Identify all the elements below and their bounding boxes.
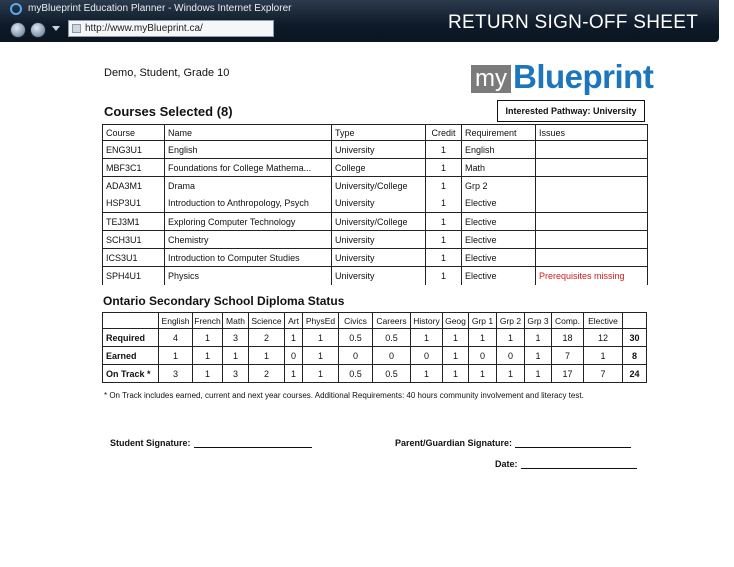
course-type: University xyxy=(332,249,426,267)
course-credit: 1 xyxy=(426,177,462,195)
cell: 3 xyxy=(223,329,249,347)
course-code: TEJ3M1 xyxy=(103,213,165,231)
diploma-header-row xyxy=(103,313,647,329)
parent-signature-field[interactable] xyxy=(395,438,631,448)
course-issues xyxy=(536,231,648,249)
course-issues: Prerequisites missing xyxy=(536,267,648,285)
cell: 17 xyxy=(552,365,584,383)
course-issues xyxy=(536,249,648,267)
courses-header-row xyxy=(103,125,648,141)
cell: 1 xyxy=(443,347,469,365)
course-requirement: Elective xyxy=(462,231,536,249)
address-text[interactable]: http://www.myBlueprint.ca/ xyxy=(85,23,203,34)
total-cell: 30 xyxy=(623,329,647,347)
col-header: Elective xyxy=(584,313,623,329)
diploma-row-required xyxy=(103,329,647,347)
diploma-row-on-track xyxy=(103,365,647,383)
course-code: HSP3U1 xyxy=(103,195,165,213)
course-type: University xyxy=(332,231,426,249)
cell: 1 xyxy=(223,347,249,365)
course-name: Exploring Computer Technology xyxy=(165,213,332,231)
cell: 1 xyxy=(303,329,339,347)
col-header: Grp 2 xyxy=(497,313,525,329)
course-type: University xyxy=(332,267,426,285)
course-row xyxy=(103,249,648,267)
cell: 0 xyxy=(339,347,373,365)
forward-button[interactable] xyxy=(30,22,46,38)
cell: 4 xyxy=(159,329,193,347)
cell: 1 xyxy=(411,329,443,347)
col-header: Name xyxy=(165,125,332,141)
course-row xyxy=(103,267,648,285)
student-signature-label: Student Signature: xyxy=(110,438,191,448)
cell: 1 xyxy=(525,329,552,347)
row-label: On Track * xyxy=(103,365,159,383)
diploma-row-earned xyxy=(103,347,647,365)
cell: 18 xyxy=(552,329,584,347)
course-credit: 1 xyxy=(426,231,462,249)
col-header: Math xyxy=(223,313,249,329)
col-header: English xyxy=(159,313,193,329)
cell: 3 xyxy=(159,365,193,383)
internet-explorer-icon xyxy=(10,3,22,15)
course-name: Chemistry xyxy=(165,231,332,249)
row-label: Required xyxy=(103,329,159,347)
cell: 1 xyxy=(249,347,285,365)
course-requirement: Elective xyxy=(462,195,536,213)
course-name: Introduction to Computer Studies xyxy=(165,249,332,267)
logo-my: my xyxy=(471,65,511,93)
row-label: Earned xyxy=(103,347,159,365)
total-cell: 8 xyxy=(623,347,647,365)
course-credit: 1 xyxy=(426,213,462,231)
course-code: ADA3M1 xyxy=(103,177,165,195)
course-code: ENG3U1 xyxy=(103,141,165,159)
back-button[interactable] xyxy=(10,22,26,38)
courses-table xyxy=(102,124,648,285)
student-name: Demo, Student, Grade 10 xyxy=(104,67,230,79)
col-header: History xyxy=(411,313,443,329)
course-name: Physics xyxy=(165,267,332,285)
course-row xyxy=(103,177,648,195)
course-requirement: Math xyxy=(462,159,536,177)
cell: 0.5 xyxy=(373,329,411,347)
course-requirement: Elective xyxy=(462,267,536,285)
cell: 1 xyxy=(159,347,193,365)
address-bar[interactable] xyxy=(68,20,274,37)
cell: 1 xyxy=(525,365,552,383)
footnote: * On Track includes earned, current and next year courses. Additional Requirements: 40 hours community involvement and literacy test. xyxy=(104,391,584,400)
cell: 12 xyxy=(584,329,623,347)
page-icon xyxy=(72,24,81,33)
total-cell: 24 xyxy=(623,365,647,383)
cell: 0 xyxy=(285,347,303,365)
course-code: SCH3U1 xyxy=(103,231,165,249)
course-row xyxy=(103,141,648,159)
col-header: Grp 1 xyxy=(469,313,497,329)
course-credit: 1 xyxy=(426,249,462,267)
course-credit: 1 xyxy=(426,159,462,177)
course-row xyxy=(103,195,648,213)
course-requirement: English xyxy=(462,141,536,159)
cell: 0.5 xyxy=(339,365,373,383)
course-type: University xyxy=(332,141,426,159)
course-code: SPH4U1 xyxy=(103,267,165,285)
course-credit: 1 xyxy=(426,195,462,213)
course-type: University xyxy=(332,195,426,213)
cell: 2 xyxy=(249,329,285,347)
parent-signature-label: Parent/Guardian Signature: xyxy=(395,438,513,448)
course-row xyxy=(103,159,648,177)
date-label: Date: xyxy=(495,459,518,469)
cell: 1 xyxy=(497,329,525,347)
cell: 1 xyxy=(584,347,623,365)
course-type: University/College xyxy=(332,177,426,195)
diploma-status-table xyxy=(102,312,647,383)
col-header: Requirement xyxy=(462,125,536,141)
cell: 1 xyxy=(285,329,303,347)
cell: 1 xyxy=(193,347,223,365)
course-credit: 1 xyxy=(426,267,462,285)
student-signature-field[interactable] xyxy=(110,438,312,448)
course-requirement: Elective xyxy=(462,213,536,231)
col-header: Credit xyxy=(426,125,462,141)
courses-heading: Courses Selected (8) xyxy=(104,104,233,119)
cell: 0.5 xyxy=(339,329,373,347)
col-header: Type xyxy=(332,125,426,141)
cell: 0 xyxy=(469,347,497,365)
col-header: French xyxy=(193,313,223,329)
course-requirement: Grp 2 xyxy=(462,177,536,195)
cell: 1 xyxy=(193,329,223,347)
date-field[interactable] xyxy=(495,459,637,469)
cell: 1 xyxy=(411,365,443,383)
corner-cell xyxy=(103,313,159,329)
col-header: Issues xyxy=(536,125,648,141)
cell: 1 xyxy=(443,329,469,347)
col-header: Grp 3 xyxy=(525,313,552,329)
cell: 1 xyxy=(193,365,223,383)
cell: 1 xyxy=(285,365,303,383)
course-code: ICS3U1 xyxy=(103,249,165,267)
diploma-heading: Ontario Secondary School Diploma Status xyxy=(103,294,345,308)
date-line[interactable] xyxy=(521,468,637,469)
col-header: Art xyxy=(285,313,303,329)
cell: 1 xyxy=(497,365,525,383)
cell: 1 xyxy=(443,365,469,383)
col-header: Geog xyxy=(443,313,469,329)
course-name: Drama xyxy=(165,177,332,195)
col-header: Careers xyxy=(373,313,411,329)
cell: 1 xyxy=(469,329,497,347)
course-issues xyxy=(536,177,648,195)
course-name: English xyxy=(165,141,332,159)
cell: 1 xyxy=(525,347,552,365)
logo-brand: Blueprint xyxy=(513,58,654,95)
cell: 3 xyxy=(223,365,249,383)
course-row xyxy=(103,213,648,231)
window-title: myBlueprint Education Planner - Windows Internet Explorer xyxy=(28,3,292,14)
signature-line[interactable] xyxy=(515,447,631,448)
col-header: Science xyxy=(249,313,285,329)
cell: 0.5 xyxy=(373,365,411,383)
col-header: Comp. xyxy=(552,313,584,329)
course-type: University/College xyxy=(332,213,426,231)
course-credit: 1 xyxy=(426,141,462,159)
cell: 0 xyxy=(411,347,443,365)
signature-line[interactable] xyxy=(194,447,312,448)
course-issues xyxy=(536,195,648,213)
cell: 0 xyxy=(373,347,411,365)
col-header: Course xyxy=(103,125,165,141)
cell: 1 xyxy=(303,365,339,383)
cell: 1 xyxy=(303,347,339,365)
course-issues xyxy=(536,141,648,159)
browser-title-bar xyxy=(0,0,719,42)
col-header: Civics xyxy=(339,313,373,329)
course-name: Introduction to Anthropology, Psych xyxy=(165,195,332,213)
course-row xyxy=(103,231,648,249)
cell: 7 xyxy=(584,365,623,383)
course-type: College xyxy=(332,159,426,177)
course-name: Foundations for College Mathema... xyxy=(165,159,332,177)
pathway-box: Interested Pathway: University xyxy=(497,100,645,122)
cell: 0 xyxy=(497,347,525,365)
history-dropdown-icon[interactable] xyxy=(52,26,60,31)
cell: 7 xyxy=(552,347,584,365)
slide-title: RETURN SIGN-OFF SHEET xyxy=(448,12,699,33)
cell: 1 xyxy=(469,365,497,383)
col-header: PhysEd xyxy=(303,313,339,329)
col-header xyxy=(623,313,647,329)
course-issues xyxy=(536,159,648,177)
course-code: MBF3C1 xyxy=(103,159,165,177)
course-requirement: Elective xyxy=(462,249,536,267)
course-issues xyxy=(536,213,648,231)
cell: 2 xyxy=(249,365,285,383)
